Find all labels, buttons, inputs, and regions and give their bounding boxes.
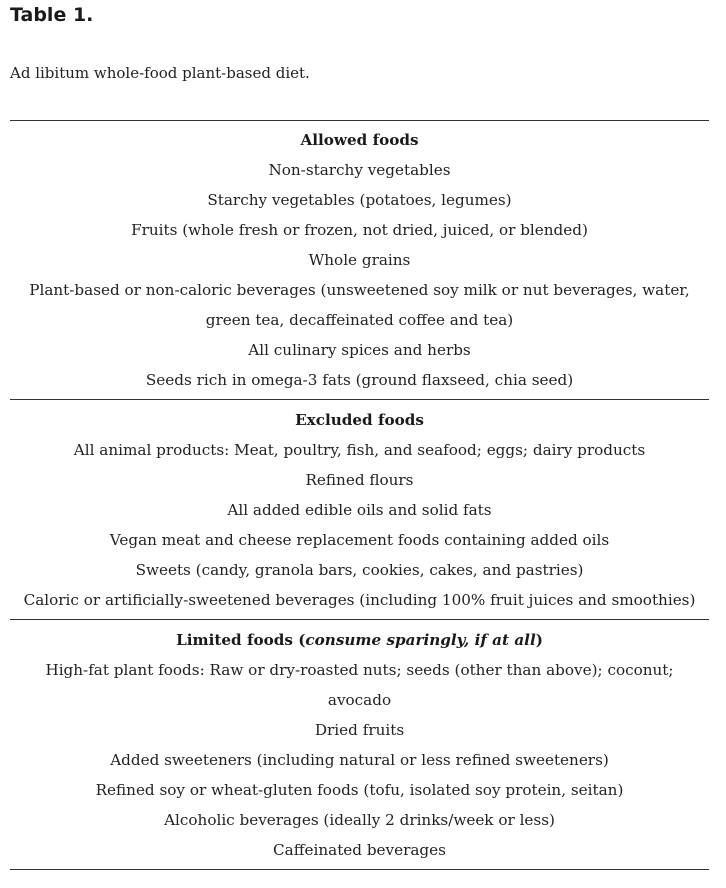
section-allowed-foods: [10, 121, 709, 400]
table-row: Sweets (candy, granola bars, cookies, cakes, and pastries): [135, 561, 584, 579]
table-row: Alcoholic beverages (ideally 2 drinks/week or less): [164, 811, 555, 829]
section-header: [10, 625, 709, 655]
header-close-paren: ): [535, 631, 543, 649]
table-row: Caloric or artificially-sweetened beverages (including 100% fruit juices and smoothies): [23, 591, 696, 609]
table-row: Seeds rich in omega-3 fats (ground flaxseed, chia seed): [145, 371, 574, 389]
header-open-paren: (: [292, 631, 306, 649]
table-row: Starchy vegetables (potatoes, legumes): [207, 191, 512, 209]
table-row: Refined flours: [305, 471, 414, 489]
table-row: Fruits (whole fresh or frozen, not dried, juiced, or blended): [131, 221, 588, 239]
table-row: All animal products: Meat, poultry, fish, and seafood; eggs; dairy products: [73, 441, 646, 459]
table-row: All added edible oils and solid fats: [227, 501, 492, 519]
section-header-note: consume sparingly, if at all: [305, 631, 536, 649]
table-row: Whole grains: [308, 251, 411, 269]
section-header: Allowed foods: [300, 131, 419, 149]
table-row: Added sweeteners (including natural or less refined sweeteners): [110, 751, 609, 769]
section-header: Excluded foods: [295, 411, 424, 429]
section-excluded-foods: [10, 400, 709, 620]
table-row: Dried fruits: [314, 721, 405, 739]
table-row: Refined soy or wheat-gluten foods (tofu, isolated soy protein, seitan): [95, 781, 624, 799]
table-row: Non-starchy vegetables: [268, 161, 451, 179]
table-row: All culinary spices and herbs: [248, 341, 471, 359]
section-limited-foods: [10, 620, 709, 870]
table-caption: Ad libitum whole-food plant-based diet.: [10, 64, 310, 82]
table-title: Table 1.: [10, 4, 94, 26]
table-row: Caffeinated beverages: [273, 841, 446, 859]
diet-table: [10, 120, 709, 870]
table-row: Plant-based or non-caloric beverages (unsweetened soy milk or nut beverages, water, green tea, decaffeinated coffee and tea): [29, 281, 690, 329]
table-row: Vegan meat and cheese replacement foods containing added oils: [109, 531, 610, 549]
section-header-label: Limited foods: [176, 631, 293, 649]
table-row: High-fat plant foods: Raw or dry-roasted nuts; seeds (other than above); coconut; avocado: [45, 661, 674, 709]
